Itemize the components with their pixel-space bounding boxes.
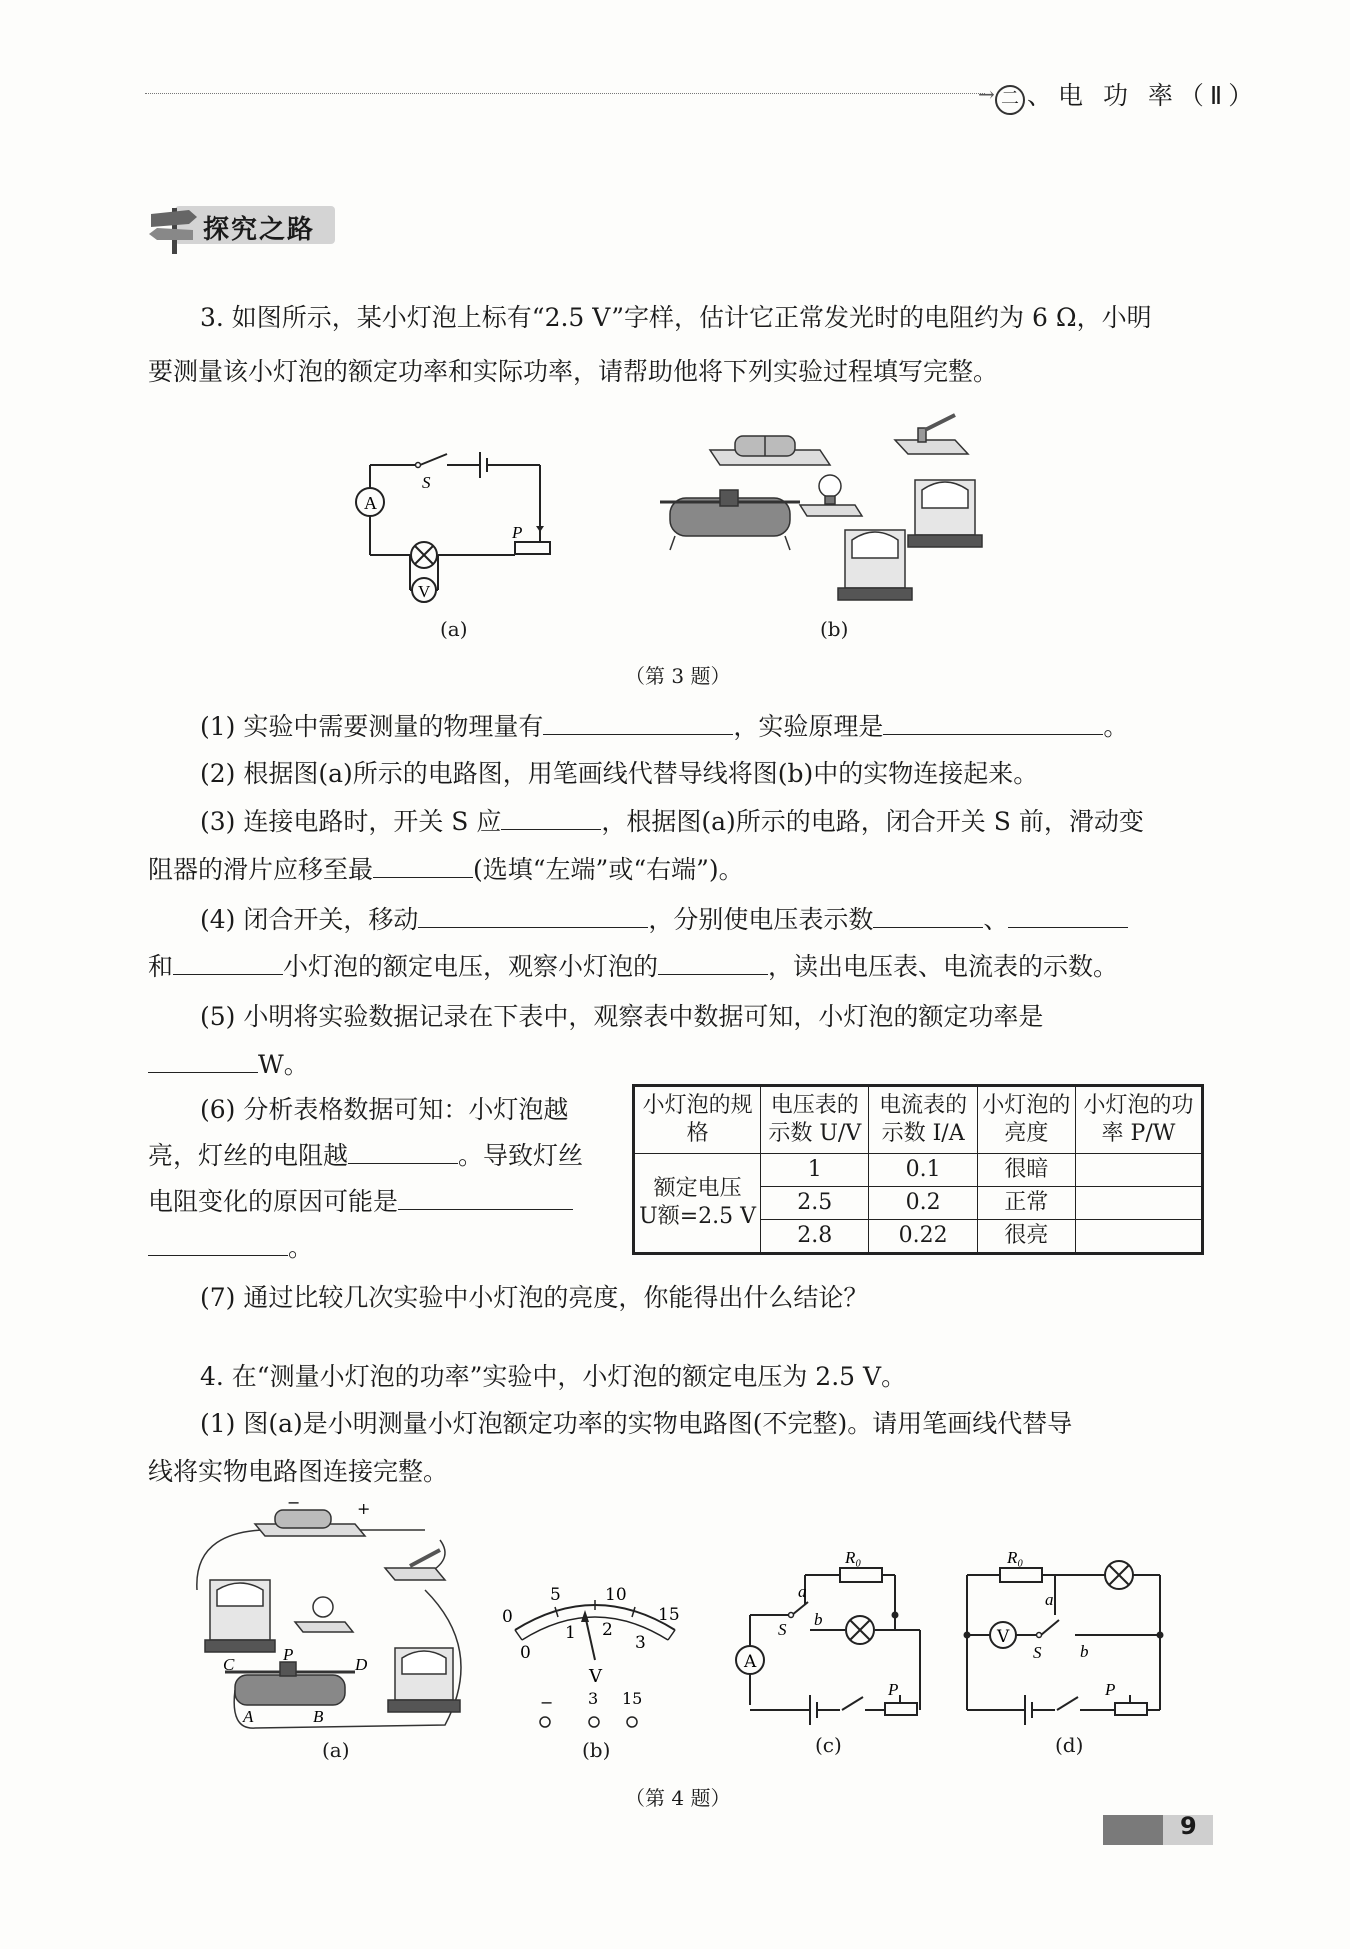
- section-title: 探究之路: [203, 215, 316, 245]
- answer-blank[interactable]: [398, 1181, 573, 1210]
- q3-part5-line1: (5) 小明将实验数据记录在下表中，观察表中数据可知，小灯泡的额定功率是: [200, 1002, 1044, 1031]
- table-header-cell: 电流表的示数 I/A: [869, 1086, 977, 1154]
- answer-blank[interactable]: [148, 1044, 258, 1073]
- q3-intro-line2: 要测量该小灯泡的额定功率和实际功率，请帮助他将下列实验过程填写完整。: [148, 357, 999, 386]
- battery-plus-label: +: [357, 1500, 371, 1518]
- signpost-icon: [145, 200, 205, 256]
- resistor-r0-label: R₀: [1007, 1548, 1024, 1567]
- q4-fig-a-caption: (a): [322, 1738, 350, 1762]
- q3-part5-line2: W。: [148, 1043, 309, 1087]
- terminal-minus: −: [540, 1693, 554, 1712]
- terminal-d-label: D: [355, 1655, 368, 1674]
- table-cell-blank[interactable]: [1075, 1220, 1202, 1254]
- switch-s-label: S: [778, 1620, 787, 1639]
- switch-contact: [416, 463, 421, 468]
- ammeter-label: A: [364, 493, 377, 513]
- q4-circuit-diagram-d: [955, 1545, 1180, 1725]
- chapter-circle: 二: [995, 85, 1025, 115]
- q3-data-table: [632, 1084, 1204, 1255]
- q3-part4-line2: 和 小灯泡的额定电压，观察小灯泡的 ，读出电压表、电流表的示数。: [148, 945, 1118, 989]
- outer-scale-tick: 15: [658, 1605, 680, 1625]
- outer-scale-tick: 5: [550, 1585, 561, 1605]
- answer-blank[interactable]: [883, 706, 1103, 735]
- table-cell: 很亮: [977, 1220, 1075, 1254]
- q3-part6-line1: (6) 分析表格数据可知：小灯泡越: [200, 1095, 569, 1124]
- table-header-cell: 小灯泡的功率 P/W: [1075, 1086, 1202, 1154]
- terminal-15: 15: [622, 1689, 643, 1708]
- answer-blank[interactable]: [873, 899, 983, 928]
- q3-part2: (2) 根据图(a)所示的电路图，用笔画线代替导线将图(b)中的实物连接起来。: [200, 759, 1039, 788]
- terminal-a-label: A: [243, 1707, 254, 1726]
- table-cell: 0.2: [869, 1187, 977, 1220]
- table-cell: 2.8: [761, 1220, 869, 1254]
- q4-figure-caption: （第 4 题）: [625, 1786, 731, 1810]
- table-cell: 1: [761, 1154, 869, 1187]
- page-number-accent: [1103, 1815, 1163, 1845]
- inner-scale-zero: 0: [520, 1643, 531, 1663]
- terminal-b-label: B: [313, 1707, 324, 1726]
- dial-unit: V: [589, 1666, 602, 1687]
- q4-voltmeter-dial-b: [500, 1580, 690, 1740]
- q4-fig-d-caption: (d): [1055, 1733, 1084, 1757]
- q4-apparatus-drawing-a: [195, 1500, 475, 1740]
- answer-blank[interactable]: [1008, 899, 1128, 928]
- table-header-cell: 小灯泡的亮度: [977, 1086, 1075, 1154]
- contact-b-label: b: [1080, 1642, 1089, 1661]
- answer-blank[interactable]: [148, 1227, 288, 1256]
- q3-figure-caption: （第 3 题）: [625, 664, 731, 688]
- contact-a-label: a: [1045, 1590, 1054, 1609]
- table-cell-blank[interactable]: [1075, 1187, 1202, 1220]
- terminal-c-label: C: [223, 1655, 235, 1674]
- table-cell: 0.22: [869, 1220, 977, 1254]
- q3-part6-line3: 电阻变化的原因可能是: [148, 1180, 573, 1224]
- outer-scale-zero: 0: [502, 1607, 513, 1627]
- q3-part3-line2: 阻器的滑片应移至最 (选填“左端”或“右端”)。: [148, 848, 744, 892]
- table-cell: 正常: [977, 1187, 1075, 1220]
- table-cell: 很暗: [977, 1154, 1075, 1187]
- running-header: [995, 76, 1259, 115]
- inner-scale-tick: 2: [602, 1620, 613, 1640]
- q4-part1-line1: (1) 图(a)是小明测量小灯泡额定功率的实物电路图(不完整)。请用笔画线代替导: [200, 1409, 1073, 1438]
- table-spec-cell: 额定电压 U额=2.5 V: [634, 1154, 761, 1254]
- slider-label: P: [512, 523, 523, 542]
- ammeter-label: A: [744, 1652, 757, 1672]
- section-badge: [145, 200, 335, 248]
- table-row: [634, 1154, 1203, 1187]
- q4-fig-b-caption: (b): [582, 1738, 611, 1762]
- answer-blank[interactable]: [501, 801, 601, 830]
- contact-a-label: a: [798, 1582, 807, 1601]
- q3-fig-b-caption: (b): [820, 617, 849, 641]
- header-rule: [145, 93, 985, 94]
- answer-blank[interactable]: [658, 946, 768, 975]
- terminal-3: 3: [588, 1689, 599, 1708]
- voltmeter-label: V: [418, 582, 431, 601]
- answer-blank[interactable]: [373, 849, 473, 878]
- table-header-row: [634, 1086, 1203, 1154]
- answer-blank[interactable]: [348, 1135, 458, 1164]
- answer-blank[interactable]: [418, 899, 648, 928]
- page-number: 9: [1180, 1812, 1197, 1840]
- inner-scale-tick: 1: [565, 1623, 576, 1643]
- q3-apparatus-drawing-b: [650, 410, 1020, 620]
- table-cell: 0.1: [869, 1154, 977, 1187]
- resistor-r0-label: R₀: [845, 1548, 862, 1567]
- table-cell: 2.5: [761, 1187, 869, 1220]
- outer-scale-tick: 10: [605, 1585, 627, 1605]
- answer-blank[interactable]: [543, 706, 733, 735]
- q3-intro-line1: 3. 如图所示，某小灯泡上标有“2.5 V”字样，估计它正常发光时的电阻约为 6 Ω，小明: [200, 303, 1152, 332]
- chapter-title: 、电 功 率（Ⅱ）: [1027, 81, 1260, 110]
- switch-label: S: [422, 473, 431, 492]
- q3-part3-line1: (3) 连接电路时，开关 S 应 ，根据图(a)所示的电路，闭合开关 S 前，滑动变: [200, 800, 1144, 844]
- q3-circuit-diagram-a: [350, 440, 570, 640]
- table-cell-blank[interactable]: [1075, 1154, 1202, 1187]
- header-arrow-icon: →: [978, 82, 995, 106]
- q3-part1: (1) 实验中需要测量的物理量有 ，实验原理是 。: [200, 705, 1128, 749]
- switch-s-label: S: [1033, 1643, 1042, 1662]
- slider-p-label: P: [888, 1680, 899, 1699]
- q4-intro: 4. 在“测量小灯泡的功率”实验中，小灯泡的额定电压为 2.5 V。: [200, 1362, 907, 1391]
- q3-fig-a-caption: (a): [440, 617, 468, 641]
- q3-part7: (7) 通过比较几次实验中小灯泡的亮度，你能得出什么结论？: [200, 1283, 869, 1312]
- table-header-cell: 小灯泡的规格: [634, 1086, 761, 1154]
- q4-part1-line2: 线将实物电路图连接完整。: [148, 1457, 449, 1486]
- table-header-cell: 电压表的示数 U/V: [761, 1086, 869, 1154]
- slider-p-label: P: [1105, 1680, 1116, 1699]
- voltmeter-label: V: [997, 1627, 1010, 1647]
- q4-fig-c-caption: (c): [815, 1733, 842, 1757]
- q3-part6-line2: 亮，灯丝的电阻越 。导致灯丝: [148, 1134, 583, 1178]
- inner-scale-tick: 3: [635, 1633, 646, 1653]
- battery-minus-label: −: [287, 1500, 301, 1512]
- slider-p-label: P: [283, 1645, 294, 1664]
- answer-blank[interactable]: [173, 946, 283, 975]
- q4-circuit-diagram-c: [720, 1545, 940, 1725]
- q3-part4-line1: (4) 闭合开关，移动 ，分别使电压表示数 、: [200, 898, 1128, 942]
- contact-b-label: b: [814, 1610, 823, 1629]
- q3-part6-line4: 。: [148, 1226, 313, 1270]
